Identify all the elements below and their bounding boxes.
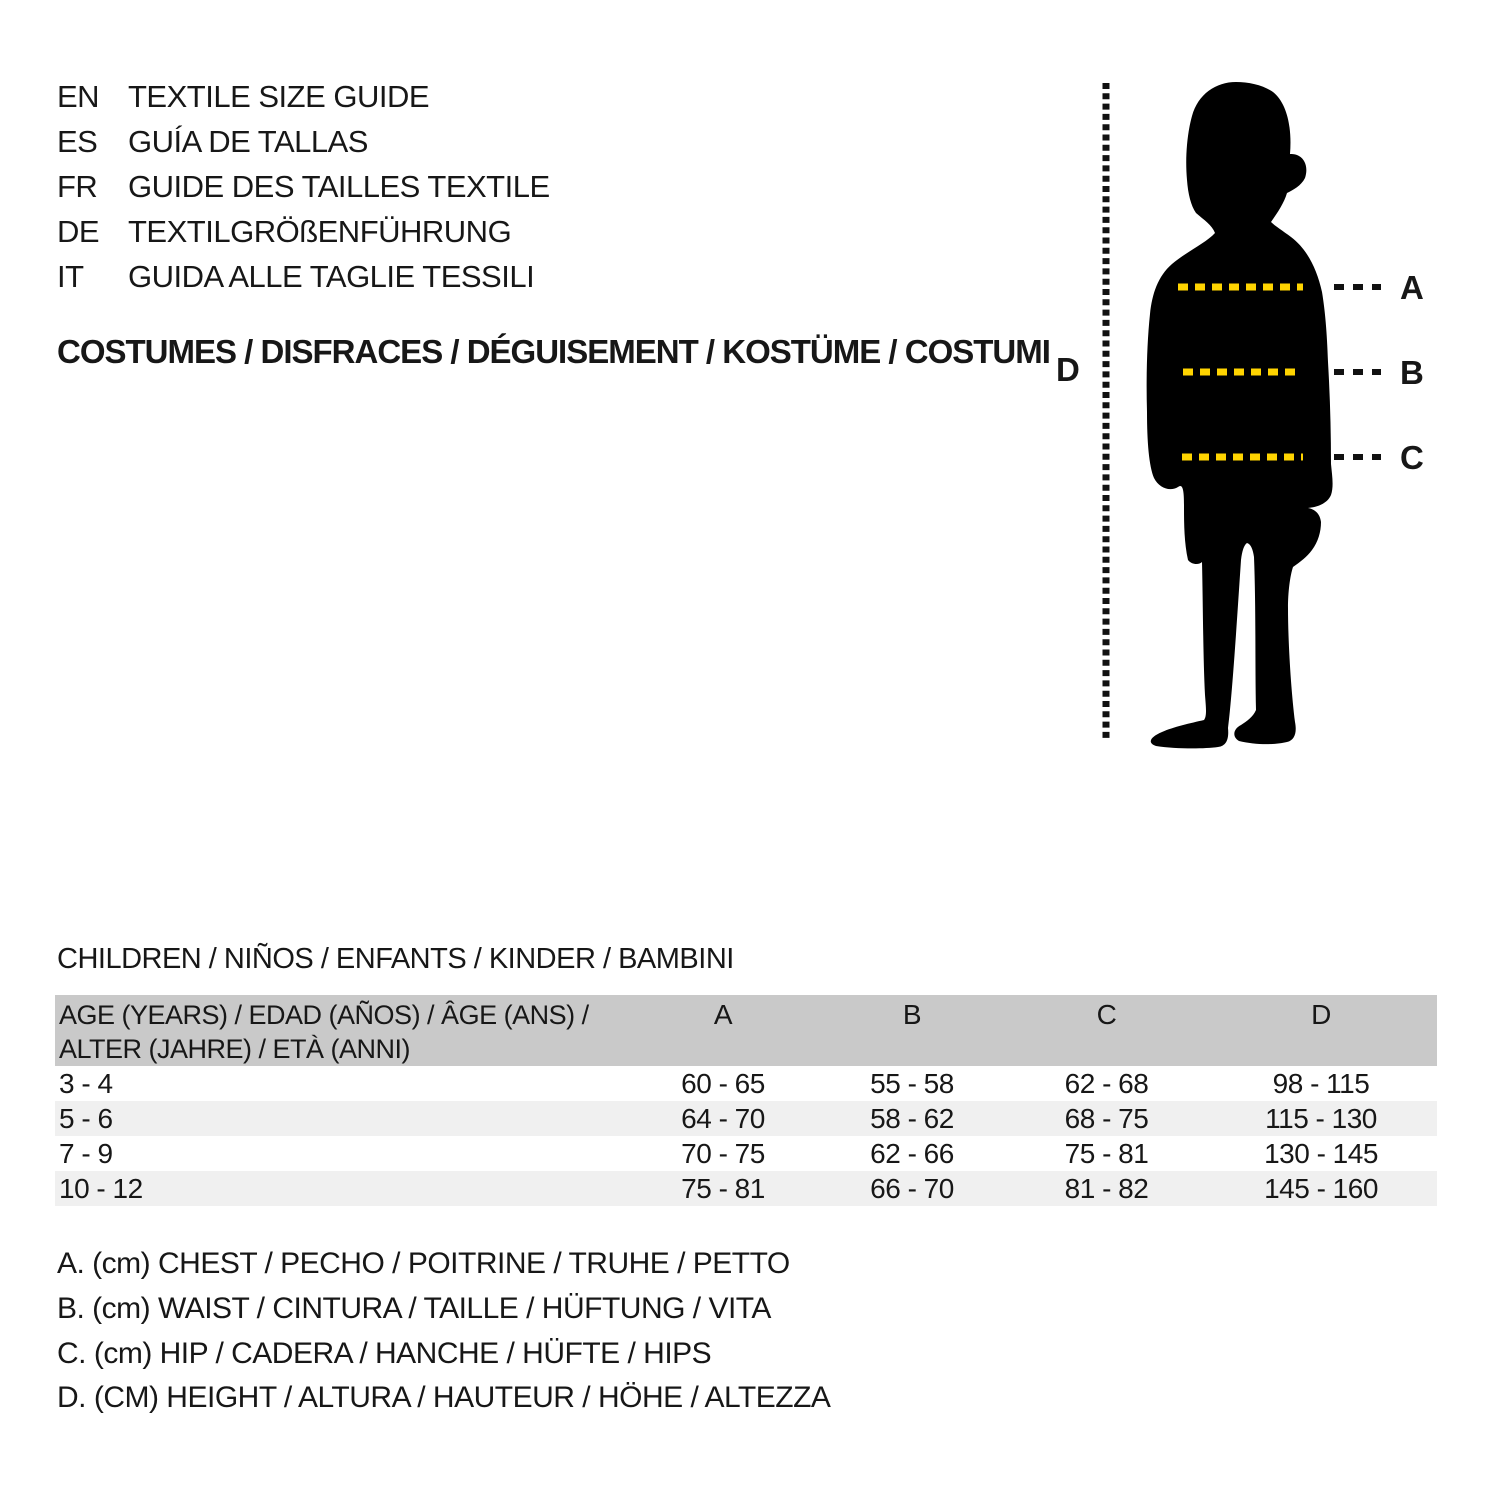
lang-code: IT [57,259,84,294]
cell-a: 75 - 81 [681,1173,765,1204]
lang-title: GUIDE DES TAILLES TEXTILE [128,169,550,204]
table-row [55,1171,1437,1206]
lang-title: TEXTILGRÖßENFÜHRUNG [128,214,512,249]
legend-item-chest: A. (cm) CHEST / PECHO / POITRINE / TRUHE / PETTO [57,1247,790,1280]
lang-title: TEXTILE SIZE GUIDE [128,79,430,114]
child-silhouette-diagram [1040,60,1440,760]
figure-label-b: B [1400,354,1424,391]
cell-c: 62 - 68 [1064,1068,1149,1099]
measurement-figure [1040,60,1500,770]
cell-age: 7 - 9 [59,1138,113,1169]
lang-title: GUÍA DE TALLAS [128,124,368,159]
lang-row-it [57,254,550,299]
table-row [55,1066,1437,1101]
cell-d: 115 - 130 [1265,1103,1377,1134]
table-title: CHILDREN / NIÑOS / ENFANTS / KINDER / BAMBINI [57,943,734,975]
header-cell-c: C [1096,999,1117,1030]
cell-c: 75 - 81 [1064,1138,1149,1169]
lang-row-fr [57,164,550,209]
cell-b: 66 - 70 [870,1173,954,1204]
table-row [55,1136,1437,1171]
child-silhouette [1147,82,1333,748]
lang-row-en [57,74,550,119]
lang-code: FR [57,169,98,204]
cell-a: 60 - 65 [681,1068,765,1099]
lang-code: ES [57,124,98,159]
cell-a: 64 - 70 [681,1103,765,1134]
header-age-line2: ALTER (JAHRE) / ETÀ (ANNI) [59,1034,411,1064]
header-age-line1: AGE (YEARS) / EDAD (AÑOS) / ÂGE (ANS) / [59,1000,589,1030]
header-cell-b: B [902,999,922,1030]
legend-item-height: D. (CM) HEIGHT / ALTURA / HAUTEUR / HÖHE / ALTEZZA [57,1381,831,1415]
cell-b: 55 - 58 [870,1068,954,1099]
cell-c: 81 - 82 [1064,1173,1149,1204]
figure-label-a: A [1400,269,1424,306]
cell-c: 68 - 75 [1064,1103,1149,1134]
figure-label-d: D [1056,351,1080,388]
children-size-table [55,995,1437,1206]
cell-b: 58 - 62 [870,1103,954,1134]
language-title-list [57,74,550,299]
cell-a: 70 - 75 [681,1138,765,1169]
header-cell-d: D [1311,999,1331,1030]
cell-b: 62 - 66 [870,1138,954,1169]
legend-item-waist: B. (cm) WAIST / CINTURA / TAILLE / HÜFTUNG / VITA [57,1291,771,1325]
figure-label-c: C [1400,439,1424,476]
cell-d: 130 - 145 [1264,1138,1378,1169]
cell-age: 3 - 4 [59,1068,113,1099]
lang-code: DE [57,214,100,249]
cell-d: 145 - 160 [1264,1173,1378,1204]
cell-d: 98 - 115 [1272,1068,1370,1099]
table-header-row [55,995,1437,1066]
lang-title: GUIDA ALLE TAGLIE TESSILI [128,259,535,294]
category-line: COSTUMES / DISFRACES / DÉGUISEMENT / KOSTÜME / COSTUMI [57,333,1050,370]
measurement-legend [57,1242,830,1421]
lang-row-es [57,119,550,164]
cell-age: 5 - 6 [59,1103,113,1134]
cell-age: 10 - 12 [59,1173,143,1204]
header-cell-age [55,995,630,1066]
header-cell-a: A [713,999,733,1030]
lang-code: EN [57,79,100,114]
lang-row-de [57,209,550,254]
legend-item-hip: C. (cm) HIP / CADERA / HANCHE / HÜFTE / HIPS [57,1336,712,1370]
table-row [55,1101,1437,1136]
